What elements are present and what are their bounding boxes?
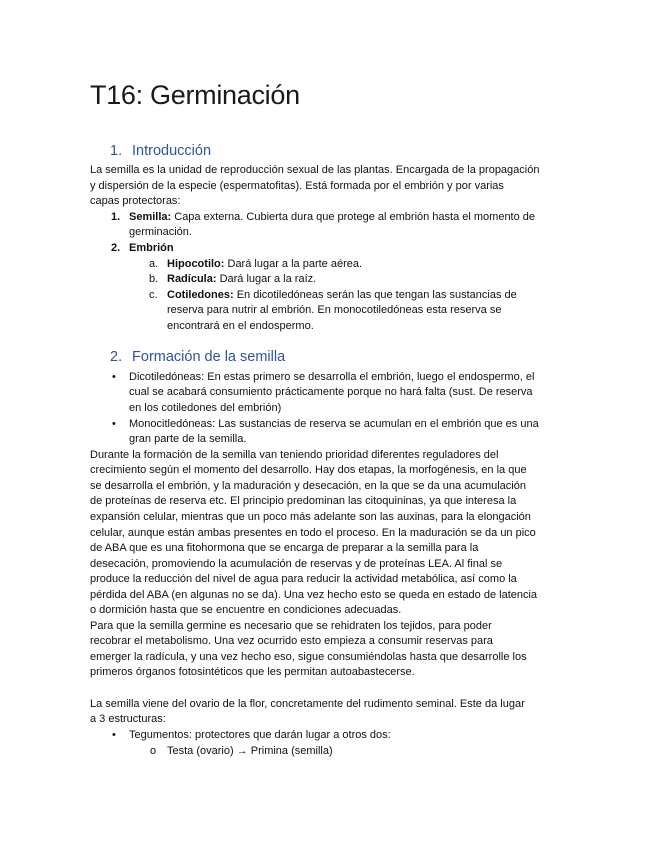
- paragraph-line: emerger la radícula, y una vez hecho eso, sigue consumiéndolas hasta que desarrolle los: [90, 651, 527, 663]
- list-term: Semilla:: [129, 211, 172, 223]
- list-item-continuation: germinación.: [129, 226, 192, 238]
- section-heading-introduccion: [110, 143, 211, 159]
- list-term: Hipocotilo:: [167, 258, 225, 270]
- paragraph-line: produce la reducción del nivel de agua para reducir la actividad metabólica, así como la: [90, 573, 517, 585]
- section-number: 1.: [110, 143, 123, 159]
- list-term: Cotiledones:: [167, 289, 234, 301]
- section-title: Formación de la semilla: [132, 349, 286, 365]
- paragraph-line: crecimiento según el momento del desarrollo. Hay dos etapas, la morfogénesis, en la que: [90, 464, 527, 476]
- list-text: En dicotiledóneas serán las que tengan las sustancias de: [236, 289, 517, 301]
- bullet-item-continuation: cual se acabará consumiento prácticamente porque no hará falta (sust. De reserva: [129, 386, 533, 398]
- paragraph-line: primeros órganos fotosintéticos que les permitan autoabastecerse.: [90, 666, 415, 678]
- bullet-item: Monocitledóneas: Las sustancias de reserva se acumulan en el embrión que es una: [129, 418, 539, 430]
- paragraph-line: Para que la semilla germine es necesario que se rehidraten los tejidos, para poder: [90, 620, 492, 632]
- list-text: Dará lugar a la raíz.: [219, 273, 317, 285]
- sublist-marker: o: [150, 745, 157, 757]
- paragraph-line: celular, aunque están ambas presentes en todo el proceso. En la maduración se da un pico: [90, 527, 536, 539]
- paragraph-line: Durante la formación de la semilla van teniendo prioridad diferentes reguladores del: [90, 449, 499, 461]
- sublist-item: [167, 288, 517, 304]
- sublist-item-continuation: reserva para nutrir al embrión. En monocotiledóneas esta reserva se: [167, 304, 502, 316]
- bullet-item-continuation: gran parte de la semilla.: [129, 433, 247, 445]
- bullet-marker: •: [112, 418, 116, 430]
- paragraph-line: expansión celular, mientras que un poco más adelante son las auxinas, para la elongación: [90, 511, 531, 523]
- list-item: [129, 210, 535, 226]
- bullet-marker: •: [112, 729, 116, 741]
- paragraph-line: desecación, promoviendo la acumulación de reservas y de proteínas LEA. Al final se: [90, 558, 503, 570]
- bullet-marker: •: [112, 371, 116, 383]
- paragraph-line: de proteínas de reserva etc. El principio predominan las citoquininas, ya que interesa la: [90, 495, 517, 507]
- paragraph-line: se desarrolla el embrión, y la maduración y desecación, en la que se da una acumulación: [90, 480, 526, 492]
- paragraph-line: de ABA que es una fitohormona que se encarga de preparar a la semilla para la: [90, 542, 479, 554]
- paragraph-line: capas protectoras:: [90, 195, 181, 207]
- sublist-marker: b.: [149, 273, 159, 285]
- paragraph-line: o dormición hasta que se encuentre en condiciones adecuadas.: [90, 604, 402, 616]
- paragraph-line: y dispersión de la especie (espermatofitas). Está formada por el embrión y por varias: [90, 180, 504, 192]
- list-text: Capa externa. Cubierta dura que protege al embrión hasta el momento de: [174, 211, 536, 223]
- bullet-item-continuation: en los cotiledones del embrión): [129, 402, 282, 414]
- sublist-marker: c.: [149, 289, 158, 301]
- paragraph-line: recobrar el metabolismo. Una vez ocurrido esto empieza a consumir reservas para: [90, 635, 493, 647]
- section-title: Introducción: [132, 143, 212, 159]
- paragraph-line: pérdida del ABA (en algunas no se da). Una vez hecho esto se queda en estado de latencia: [90, 589, 538, 601]
- sublist-item-continuation: encontrará en el endospermo.: [167, 320, 314, 332]
- paragraph-line: a 3 estructuras:: [90, 713, 166, 725]
- sublist-item: Testa (ovario) → Primina (semilla): [167, 745, 333, 757]
- sublist-marker: a.: [149, 258, 159, 270]
- section-heading-formacion: [110, 349, 285, 365]
- sublist-item: [167, 272, 316, 288]
- paragraph-line: La semilla viene del ovario de la flor, concretamente del rudimento seminal. Este da lugar: [90, 698, 525, 710]
- section-number: 2.: [110, 349, 123, 365]
- list-marker: 1.: [111, 211, 121, 223]
- paragraph-line: La semilla es la unidad de reproducción sexual de las plantas. Encargada de la propagación: [90, 164, 540, 176]
- bullet-item: Tegumentos: protectores que darán lugar a otros dos:: [129, 729, 391, 741]
- page-title: T16: Germinación: [90, 80, 300, 110]
- list-term: Embrión: [129, 242, 174, 254]
- bullet-item: Dicotiledóneas: En estas primero se desarrolla el embrión, luego el endospermo, el: [129, 371, 535, 383]
- list-text: Dará lugar a la parte aérea.: [227, 258, 363, 270]
- sublist-item: [167, 257, 362, 273]
- list-term: Radícula:: [167, 273, 217, 285]
- list-marker: 2.: [111, 242, 121, 254]
